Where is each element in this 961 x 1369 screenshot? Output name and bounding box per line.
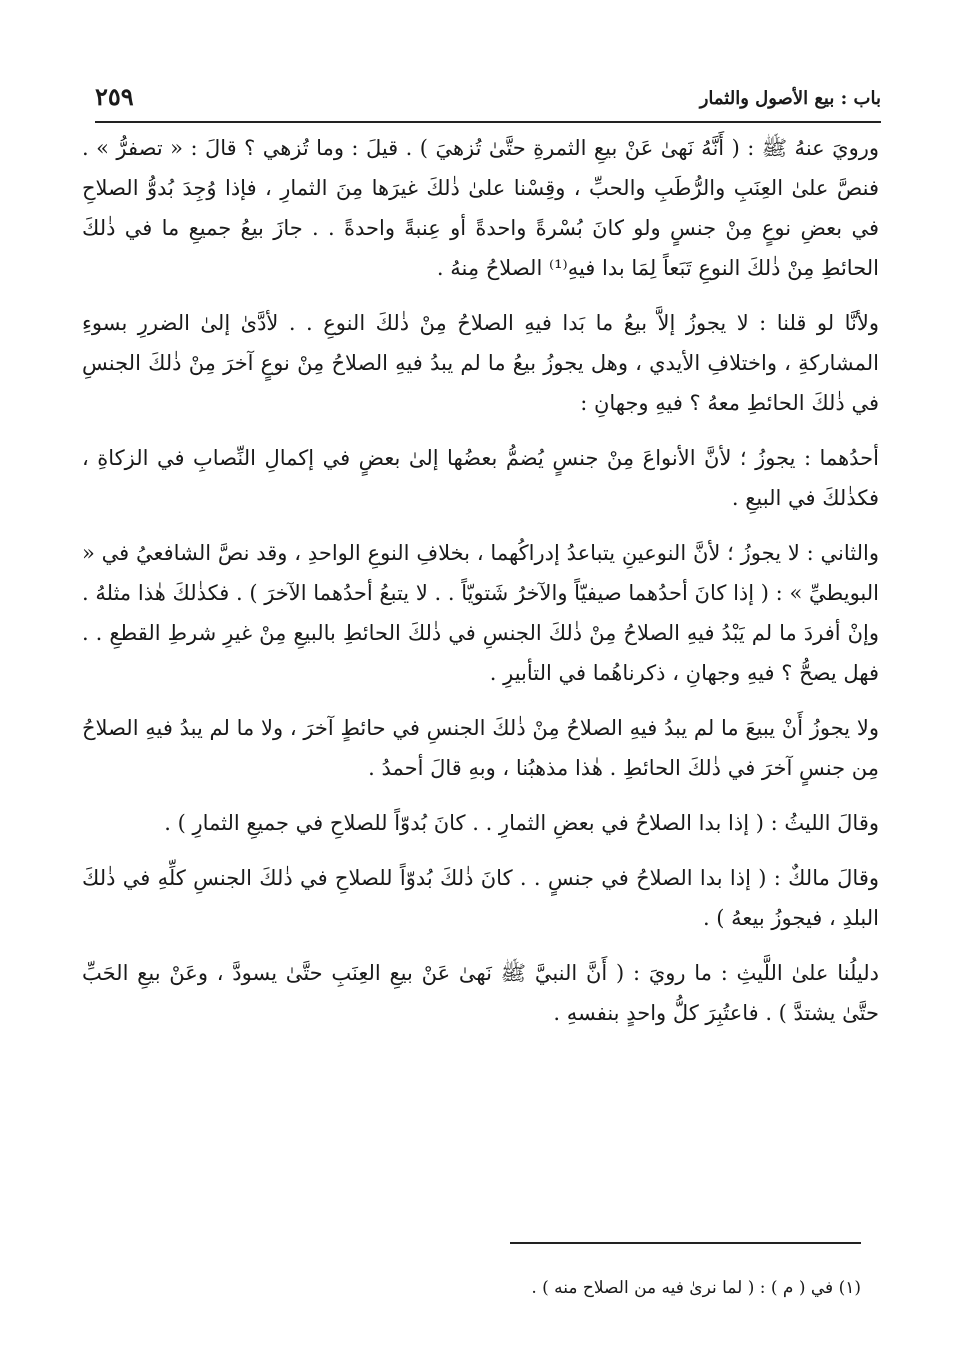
chapter-title: باب : بيع الأصول والثمار bbox=[699, 88, 881, 109]
paragraph-7: وقالَ مالكٌ : ( إذا بدا الصلاحُ في جنسٍ . . كانَ ذٰلكَ بُدوّاً للصلاحِ في ذٰلكَ الجنسِ كلِّهِ في ذٰلكَ البلدِ ، فيجوزُ بيعهُ ) . bbox=[82, 866, 879, 930]
paragraph-3: أحدُهما : يجوزُ ؛ لأنَّ الأنواعَ مِنْ جنسٍ يُضمُّ بعضُها إلىٰ بعضٍ في إكمالِ النِّصابِ في الزكاةِ ، فكذٰلكَ في البيعِ . bbox=[82, 446, 879, 510]
header-divider bbox=[95, 121, 881, 123]
footnote: (١) في ( م ) : ( لما نرىٰ فيه من الصلاح منه ) . bbox=[531, 1278, 861, 1298]
page-header bbox=[95, 82, 881, 118]
paragraph-8: دليلُنا علىٰ اللَّيثِ : ما رويَ : ( أَنَّ النبيَّ ﷺ نَهىٰ عَنْ بيعِ العِنَبِ حتَّىٰ يسودَّ ، وعَنْ بيعِ الحَبِّ حتَّىٰ يشتدَّ ) . فاعتُبِرَ كلُّ واحدٍ بنفسهِ . bbox=[82, 961, 879, 1025]
main-text bbox=[82, 128, 879, 1048]
footnote-divider bbox=[510, 1242, 861, 1244]
paragraph-5: ولا يجوزُ أَنْ يبيعَ ما لم يبدُ فيهِ الصلاحُ مِنْ ذٰلكَ الجنسِ في حائطٍ آخرَ ، ولا ما لم يبدُ فيهِ الصلاحُ مِن جنسٍ آخرَ في ذٰلكَ الحائطِ . هٰذا مذهبُنا ، وبهِ قالَ أحمدُ . bbox=[82, 716, 879, 780]
paragraph-1: ورويَ عنهُ ﷺ : ( أَنَّهُ نَهىٰ عَنْ بيعِ الثمرةِ حتَّىٰ تُزهيَ ) . قيلَ : وما تُزهي ؟ قالَ : « تصفرُّ » . فنصَّ علىٰ العِنَبِ والرُّطَبِ والحبِّ ، وقِسْنا علىٰ ذٰلكَ غيرَها مِنَ الثمارِ ، فإذا وُجِدَ بُدوُّ الصلاحِ في بعضِ نوعٍ مِنْ جنسٍ ولو كانَ بُسْرةً واحدةً أو عِنبةً واحدةً . . جازَ بيعُ جميعِ ما في ذٰلكَ الحائطِ مِنْ ذٰلكَ النوعِ تَبَعاً لِمَا بدا فيهِ⁽¹⁾ الصلاحُ مِنهُ . bbox=[82, 136, 879, 280]
page-number: ٢٥٩ bbox=[95, 82, 134, 111]
paragraph-4: والثاني : لا يجوزُ ؛ لأنَّ النوعينِ يتباعدُ إدراكُهما ، بخلافِ النوعِ الواحدِ ، وقد نصَّ الشافعيُ في « البويطيِّ » : ( إذا كانَ أحدُهما صيفيّاً والآخرُ شَتويّاً . . لا يتبعُ أحدُهما الآخرَ ) . فكذٰلكَ هٰذا مثلهُ . وإنْ أفردَ ما لم يَبْدُ فيهِ الصلاحُ مِنْ ذٰلكَ الجنسِ في ذٰلكَ الحائطِ بالبيعِ مِنْ غيرِ شرطِ القطعِ . . فهل يصحُّ ؟ فيهِ وجهانِ ، ذكرناهُما في التأبيرِ . bbox=[82, 541, 879, 685]
paragraph-2: ولأنَّا لو قلنا : لا يجوزُ إلاَّ بيعُ ما بَدا فيهِ الصلاحُ مِنْ ذٰلكَ النوعِ . . لأدَّىٰ إلىٰ الضررِ بسوءِ المشاركةِ ، واختلافِ الأيدي ، وهل يجوزُ بيعُ ما لم يبدُ فيهِ الصلاحُ مِنْ نوعٍ آخرَ مِنْ ذٰلكَ الجنسِ في ذٰلكَ الحائطِ معهُ ؟ فيهِ وجهانِ : bbox=[82, 311, 879, 415]
paragraph-6: وقالَ الليثُ : ( إذا بدا الصلاحُ في بعضِ الثمارِ . . كانَ بُدوّاً للصلاحِ في جميعِ الثمارِ ) . bbox=[164, 811, 879, 835]
